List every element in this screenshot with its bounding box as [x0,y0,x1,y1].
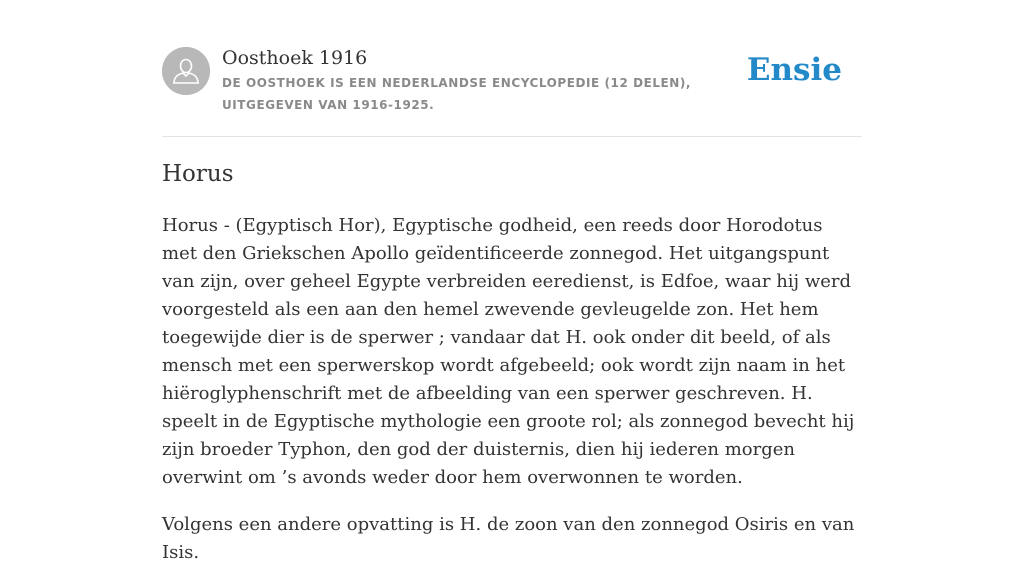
article-paragraph: Horus - (Egyptisch Hor), Egyptische godheid, een reeds door Horodotus met den Griekschen Apollo geïdentificeerde zonnegod. Het uitgangspunt van zijn, over geheel Egypte verbreiden eeredienst, is Edfoe, waar hij werd voorgesteld als een aan den hemel zwevende gevleugelde zon. Het hem toegewijde dier is de sperwer ; vandaar dat H. ook onder dit beeld, of als mensch met een sperwerskop wordt afgebeeld; ook wordt zijn naam in het hiëroglyphenschrift met de afbeelding van een sperwer geschreven. H. speelt in de Egyptische mythologie een groote rol; als zonnegod bevecht hij zijn broeder Typhon, den god der duisternis, dien hij iederen morgen overwint om ’s avonds weder door hem overwonnen te worden. [162,215,855,488]
article-body [162,212,863,586]
brand-logo[interactable]: Ensie [746,52,842,88]
article-paragraph: Volgens een andere opvatting is H. de zoon van den zonnegod Osiris en van Isis. [162,514,855,563]
source-header [162,44,862,137]
avatar[interactable] [162,47,210,95]
article-title: Horus [162,161,234,187]
user-silhouette-icon [162,47,210,95]
source-name[interactable]: Oosthoek 1916 [222,47,368,69]
source-description: DE OOSTHOEK IS EEN NEDERLANDSE ENCYCLOPEDIE (12 DELEN), UITGEGEVEN VAN 1916-1925. [222,76,692,112]
